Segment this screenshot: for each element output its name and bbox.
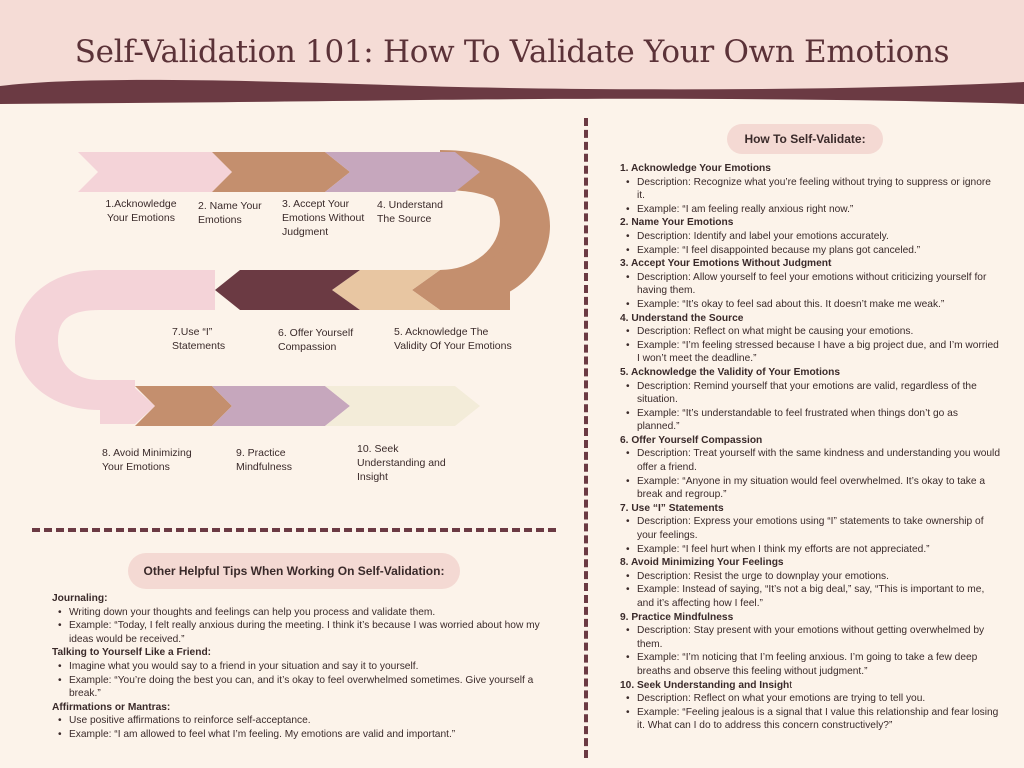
how-to-bullet: • Description: Identify and label your emotions accurately. xyxy=(620,230,1000,244)
tip-section xyxy=(52,592,552,646)
how-to-bullet: • Description: Reflect on what might be causing your emotions. xyxy=(620,325,1000,339)
tips-list xyxy=(52,592,552,742)
how-to-item xyxy=(620,216,1000,257)
how-to-item-title: 5. Acknowledge the Validity of Your Emotions xyxy=(620,366,841,378)
how-to-bullet: • Description: Allow yourself to feel your emotions without criticizing yourself for having them. xyxy=(620,271,1000,298)
step-label-1: 1.Acknowledge Your Emotions xyxy=(105,198,177,224)
step-label-2: 2. Name Your Emotions xyxy=(198,200,262,226)
tip-bullet: • Example: “Today, I felt really anxious during the meeting. I think it’s because I was worried about how my ideas would be received.” xyxy=(52,619,552,646)
how-to-bullet: • Description: Remind yourself that your emotions are valid, regardless of the situation. xyxy=(620,380,1000,407)
how-to-item-title: 4. Understand the Source xyxy=(620,312,744,324)
how-to-bullet: • Example: Instead of saying, “It’s not a big deal,” say, “This is important to me, and it’s affecting how I feel.” xyxy=(620,583,1000,610)
steps-flow-diagram xyxy=(0,130,560,450)
how-to-item-title: 2. Name Your Emotions xyxy=(620,217,734,229)
how-to-item xyxy=(620,434,1000,502)
how-to-bullet: • Description: Treat yourself with the same kindness and understanding you would offer a friend. xyxy=(620,447,1000,474)
how-to-list xyxy=(620,162,1000,733)
tip-section xyxy=(52,701,552,742)
how-to-bullet: • Description: Stay present with your emotions without getting overwhelmed by them. xyxy=(620,624,1000,651)
how-to-heading: How To Self-Validate: xyxy=(727,124,883,154)
how-to-bullet: • Description: Reflect on what your emotions are trying to tell you. xyxy=(620,692,1000,706)
how-to-item-title: 8. Avoid Minimizing Your Feelings xyxy=(620,557,784,569)
how-to-item xyxy=(620,556,1000,610)
step-arrow-1 xyxy=(78,152,232,192)
how-to-item-title: 9. Practice Mindfulness xyxy=(620,611,734,623)
step-label-9: 9. Practice Mindfulness xyxy=(236,447,293,473)
step-label-6: 6. Offer Yourself Compassion xyxy=(278,327,354,353)
horizontal-divider xyxy=(32,528,556,532)
how-to-item-title: 6. Offer Yourself Compassion xyxy=(620,434,763,446)
how-to-item xyxy=(620,679,1000,733)
how-to-bullet: • Example: “I’m feeling stressed because I have a big project due, and I’m worried I won’t meet the deadline.” xyxy=(620,339,1000,366)
tip-bullet: • Example: “I am allowed to feel what I’m feeling. My emotions are valid and important.” xyxy=(52,728,552,742)
how-to-item-title-suffix: t xyxy=(789,679,793,691)
tip-bullet: • Imagine what you would say to a friend in your situation and say it to yourself. xyxy=(52,660,552,674)
how-to-bullet: • Example: “Feeling jealous is a signal that I value this relationship and fear losing it. What can I do to address this concern constructively?” xyxy=(620,706,1000,733)
tip-section-title: Journaling: xyxy=(52,593,108,604)
tip-section-title: Affirmations or Mantras: xyxy=(52,701,171,713)
how-to-bullet: • Example: “I am feeling really anxious right now.” xyxy=(620,203,1000,217)
how-to-item xyxy=(620,366,1000,434)
how-to-item xyxy=(620,611,1000,679)
step-label-4: 4. Understand The Source xyxy=(377,199,443,225)
tip-section-title: Talking to Yourself Like a Friend: xyxy=(52,647,212,659)
how-to-item-title: 10. Seek Understanding and Insigh xyxy=(620,679,790,691)
how-to-bullet: • Example: “It’s okay to feel sad about this. It doesn’t make me weak.” xyxy=(620,298,1000,312)
how-to-bullet: • Description: Express your emotions using “I” statements to take ownership of your feelings. xyxy=(620,515,1000,542)
how-to-item xyxy=(620,162,1000,216)
how-to-item-title: 1. Acknowledge Your Emotions xyxy=(620,163,771,174)
vertical-divider xyxy=(584,118,588,758)
how-to-item xyxy=(620,257,1000,311)
how-to-bullet: • Description: Resist the urge to downplay your emotions. xyxy=(620,570,1000,584)
how-to-bullet: • Example: “It’s understandable to feel frustrated when things don’t go as planned.” xyxy=(620,407,1000,434)
how-to-item-title-wrap xyxy=(620,679,1000,693)
tip-section xyxy=(52,646,552,700)
how-to-item xyxy=(620,312,1000,366)
how-to-bullet: • Description: Recognize what you’re feeling without trying to suppress or ignore it. xyxy=(620,176,1000,203)
tip-bullet: • Writing down your thoughts and feelings can help you process and validate them. xyxy=(52,606,552,620)
step-label-3: 3. Accept Your Emotions Without Judgment xyxy=(282,198,365,238)
step-arrow-9 xyxy=(212,386,350,426)
how-to-item-title: 7. Use “I” Statements xyxy=(620,502,724,514)
step-label-7: 7.Use “I” Statements xyxy=(172,326,226,352)
how-to-bullet: • Example: “Anyone in my situation would feel overwhelmed. It’s okay to take a break and regroup.” xyxy=(620,475,1000,502)
step-arrow-2 xyxy=(212,152,350,192)
how-to-item xyxy=(620,502,1000,556)
how-to-bullet: • Example: “I’m noticing that I’m feeling anxious. I’m going to take a few deep breaths and observe this feeling without judgment.” xyxy=(620,651,1000,678)
step-label-5: 5. Acknowledge The Validity Of Your Emotions xyxy=(394,326,512,352)
page-title: Self-Validation 101: How To Validate Your Own Emotions xyxy=(74,34,950,70)
tips-heading: Other Helpful Tips When Working On Self-Validation: xyxy=(128,553,460,589)
how-to-item-title: 3. Accept Your Emotions Without Judgment xyxy=(620,258,832,270)
how-to-bullet: • Example: “I feel disappointed because my plans got canceled.” xyxy=(620,244,1000,258)
step-label-8: 8. Avoid Minimizing Your Emotions xyxy=(102,447,192,473)
tip-bullet: • Example: “You’re doing the best you can, and it’s okay to feel overwhelmed sometimes. Give yourself a break.” xyxy=(52,674,552,701)
step-label-10: 10. Seek Understanding and Insight xyxy=(357,443,446,483)
tip-bullet: • Use positive affirmations to reinforce self-acceptance. xyxy=(52,714,552,728)
how-to-bullet: • Example: “I feel hurt when I think my efforts are not appreciated.” xyxy=(620,543,1000,557)
